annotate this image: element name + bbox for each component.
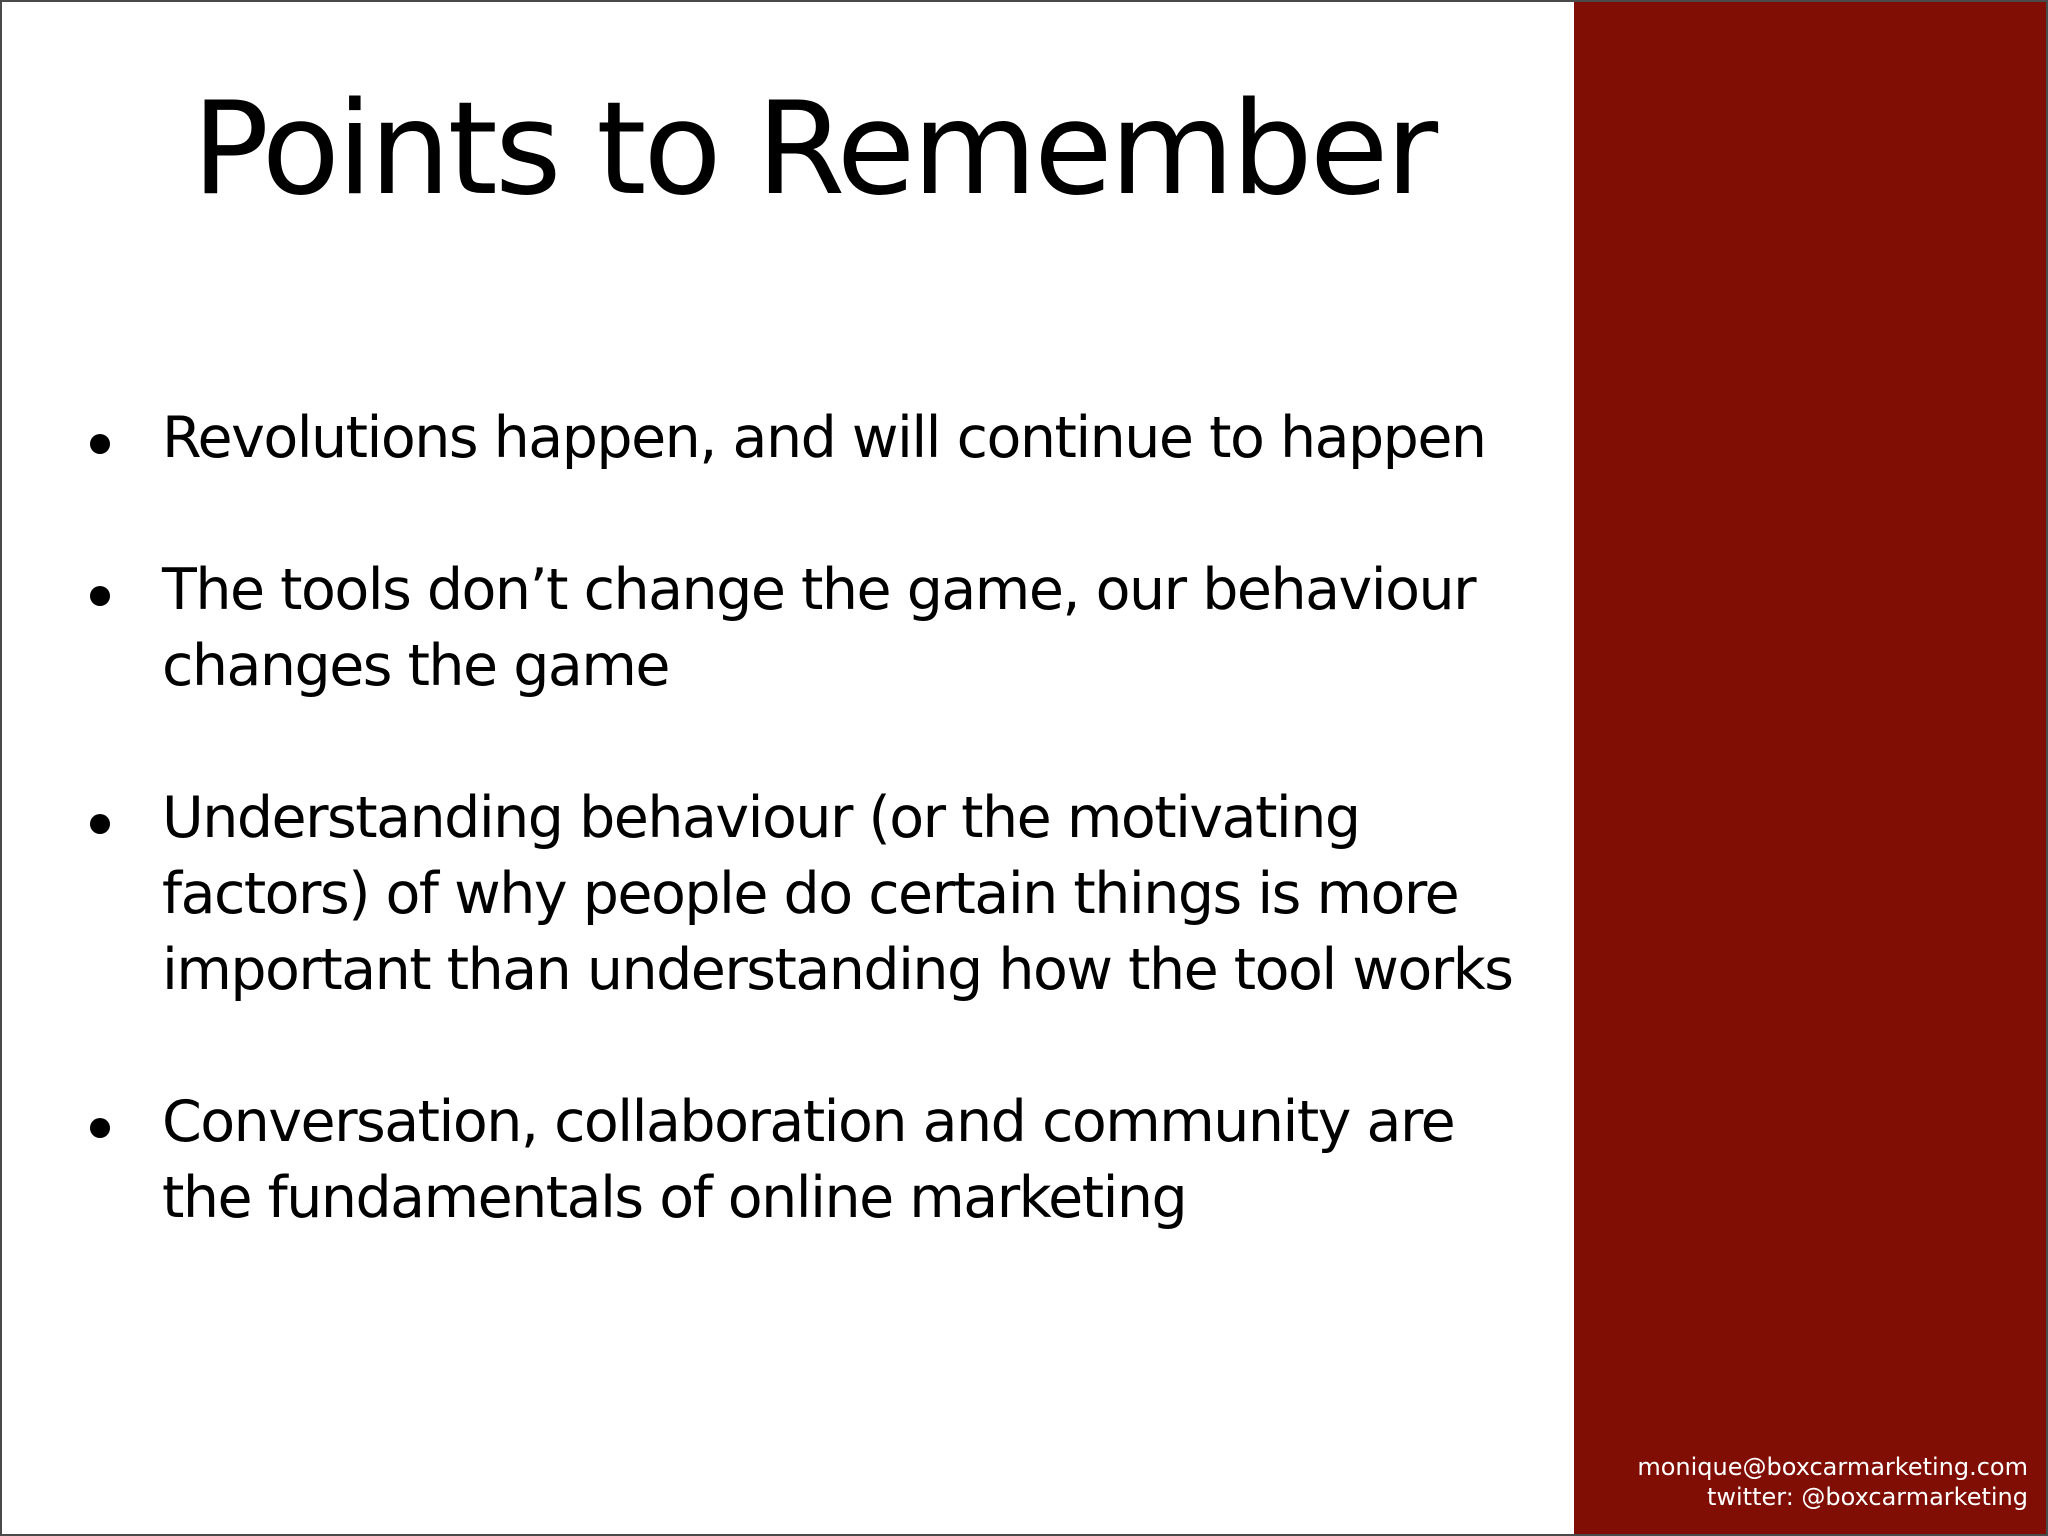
slide-title: Points to Remember <box>192 75 1436 224</box>
contact-twitter: twitter: @boxcarmarketing <box>1706 1483 2028 1511</box>
bullet-dot-icon <box>90 814 110 834</box>
bullet-dot-icon <box>90 434 110 454</box>
bullet-text: Revolutions happen, and will continue to happen <box>162 405 1486 471</box>
bullet-text: Understanding behaviour (or the motivating factors) of why people do certain things is more important than understanding how the tool works <box>162 785 1513 1003</box>
bullet-dot-icon <box>90 586 110 606</box>
bullet-item <box>84 400 1554 476</box>
bullet-item <box>84 552 1554 704</box>
contact-email: monique@boxcarmarketing.com <box>1637 1453 2028 1481</box>
bullet-list <box>84 400 1554 1312</box>
bullet-dot-icon <box>90 1118 110 1138</box>
contact-info <box>1637 1452 2028 1512</box>
bullet-text: The tools don’t change the game, our behaviour changes the game <box>162 557 1475 699</box>
bullet-item <box>84 780 1554 1008</box>
bullet-text: Conversation, collaboration and community are the fundamentals of online marketing <box>162 1089 1455 1231</box>
accent-sidebar <box>1574 2 2046 1534</box>
bullet-item <box>84 1084 1554 1236</box>
